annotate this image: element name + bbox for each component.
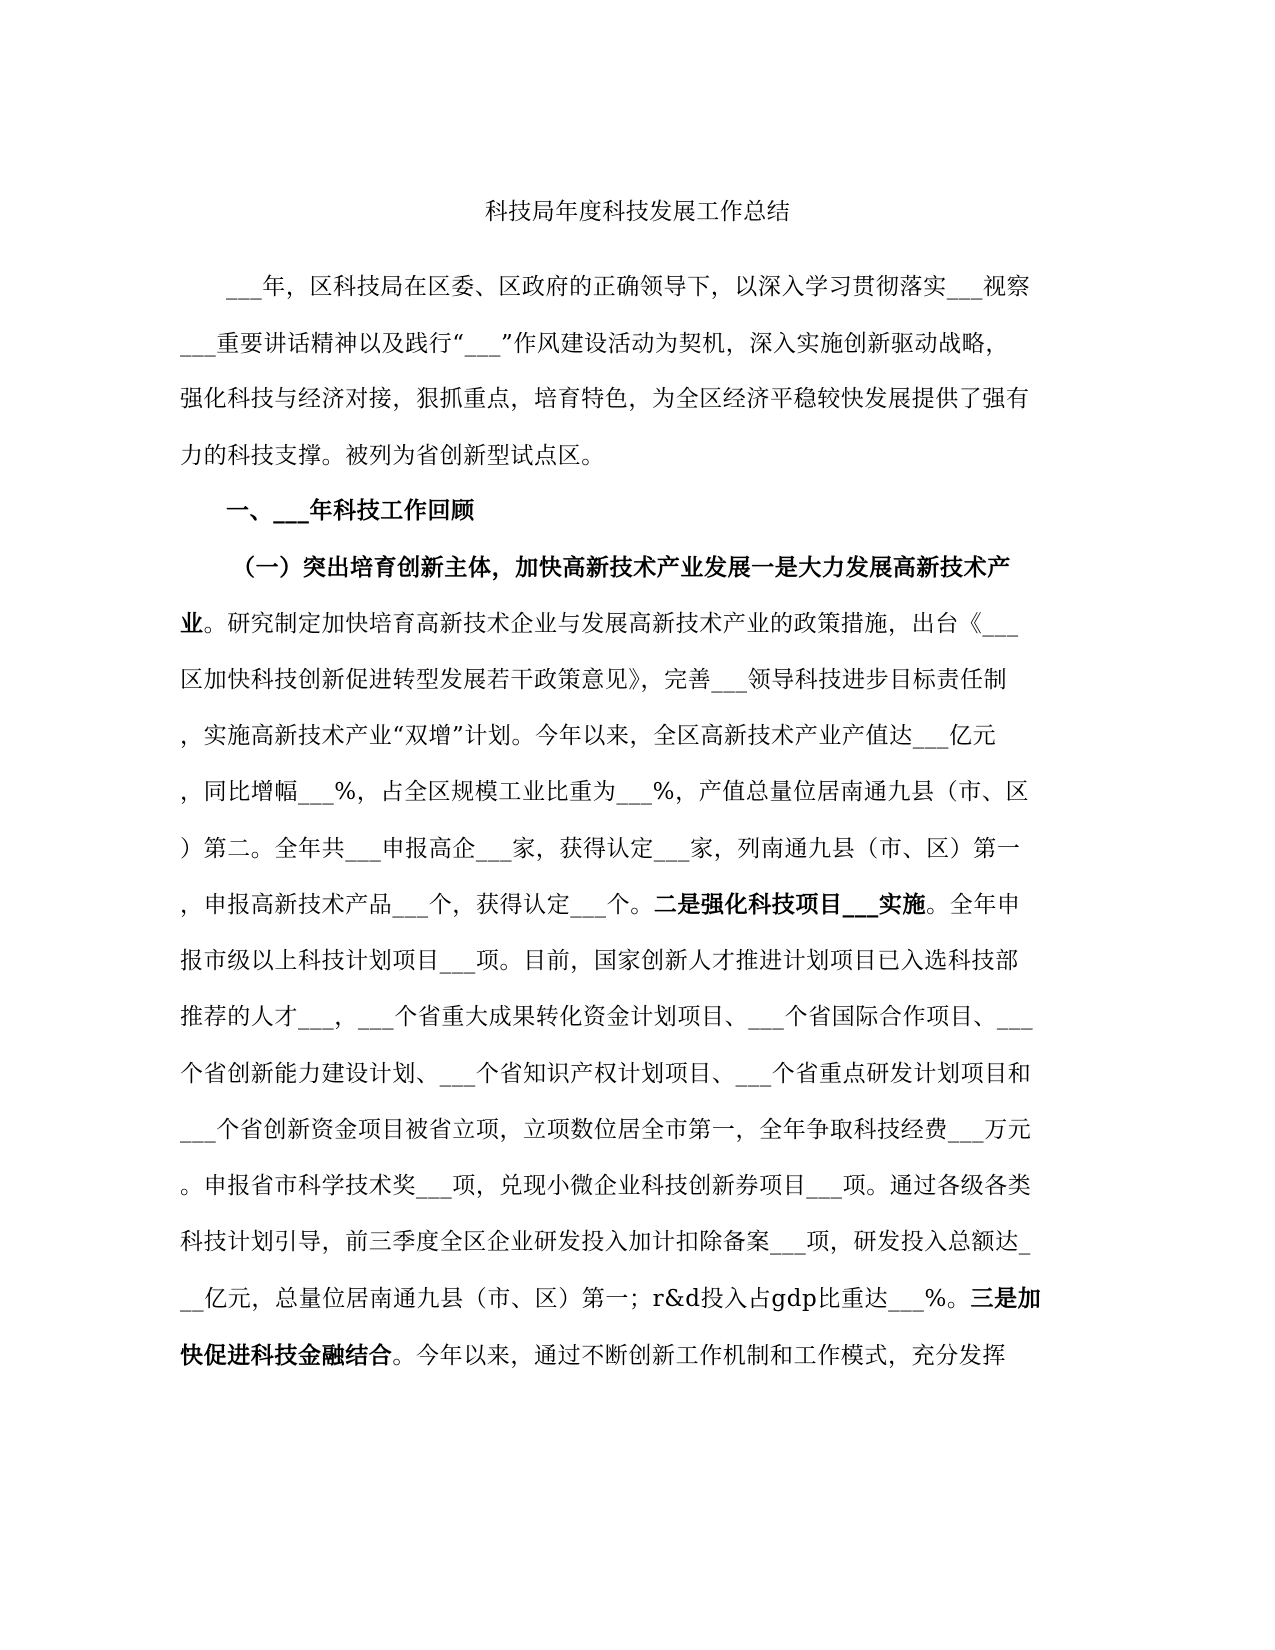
text-run: 。今年以来，通过不断创新工作机制和工作模式，充分发挥 xyxy=(392,1343,1007,1369)
text-run: ___重要讲话精神以及践行“___”作风建设活动为契机，深入实施创新驱动战略， xyxy=(180,331,1009,357)
text-run: 强化科技与经济对接，狠抓重点，培育特色，为全区经济平稳较快发展提供了强有 xyxy=(180,386,1030,412)
text-run: 快促进科技金融结合 xyxy=(180,1342,393,1369)
paragraph-line xyxy=(180,608,1040,640)
subsection-heading xyxy=(180,552,1092,584)
text-run: 报市级以上科技计划项目___项。目前，国家创新人才推进计划项目已入选科技部 xyxy=(180,948,1019,974)
text-run: 推荐的人才___，___个省重大成果转化资金计划项目、___个省国际合作项目、___ xyxy=(180,1004,1034,1030)
paragraph-line xyxy=(180,889,1040,921)
text-run: 。研究制定加快培育高新技术企业与发展高新技术产业的政策措施，出台《___ xyxy=(203,611,1019,637)
paragraph-line xyxy=(180,440,1040,472)
paragraph-line xyxy=(180,1114,1040,1146)
text-run: 科技计划引导，前三季度全区企业研发投入加计扣除备案___项，研发投入总额达_ xyxy=(180,1229,1031,1255)
text-run: （一）突出培育创新主体，加快高新技术产业发展一是大力发展高新技术产 xyxy=(232,554,1011,581)
paragraph-line xyxy=(180,664,1040,696)
text-run: ___个省创新资金项目被省立项，立项数位居全市第一，全年争取科技经费___万元 xyxy=(180,1117,1032,1143)
text-run: ，实施高新技术产业“双增”计划。今年以来，全区高新技术产业产值达___亿元 xyxy=(180,723,997,749)
text-run: 区加快科技创新促进转型发展若干政策意见》，完善___领导科技进步目标责任制 xyxy=(180,667,1008,693)
paragraph-line xyxy=(180,1340,1040,1372)
document-title: 科技局年度科技发展工作总结 xyxy=(484,199,791,225)
section-heading xyxy=(180,495,1086,527)
text-run: 力的科技支撑。被列为省创新型试点区。 xyxy=(180,443,605,469)
paragraph-line xyxy=(180,271,1086,303)
paragraph-line xyxy=(180,1283,1040,1315)
text-run: ，同比增幅___%，占全区规模工业比重为___%，产值总量位居南通九县（市、区 xyxy=(180,779,1030,805)
text-run: 个省创新能力建设计划、___个省知识产权计划项目、___个省重点研发计划项目和 xyxy=(180,1061,1032,1087)
text-run: ，申报高新技术产品___个，获得认定___个。 xyxy=(180,892,654,918)
paragraph-line xyxy=(180,383,1040,415)
paragraph-line xyxy=(180,833,1040,865)
text-run: 。全年申 xyxy=(926,892,1021,918)
text-run: 三是加 xyxy=(970,1285,1042,1312)
text-run: ___年，区科技局在区委、区政府的正确领导下，以深入学习贯彻落实___视察 xyxy=(226,274,1031,300)
paragraph-line xyxy=(180,1226,1040,1258)
paragraph-line xyxy=(180,328,1040,360)
text-run: 一、___年科技工作回顾 xyxy=(226,497,475,524)
text-run: 。申报省市科学技术奖___项，兑现小微企业科技创新券项目___项。通过各级各类 xyxy=(180,1173,1032,1199)
paragraph-line xyxy=(180,1058,1040,1090)
paragraph-line xyxy=(180,776,1040,808)
paragraph-line xyxy=(180,720,1040,752)
text-run: 二是强化科技项目___实施 xyxy=(653,891,927,918)
text-run: __亿元，总量位居南通九县（市、区）第一；r&d投入占gdp比重达___%。 xyxy=(180,1286,971,1312)
paragraph-line xyxy=(180,1001,1040,1033)
paragraph-line xyxy=(180,945,1040,977)
text-run: ）第二。全年共___申报高企___家，获得认定___家，列南通九县（市、区）第一 xyxy=(180,836,1021,862)
text-run: 业 xyxy=(180,610,204,637)
paragraph-line xyxy=(180,1170,1040,1202)
